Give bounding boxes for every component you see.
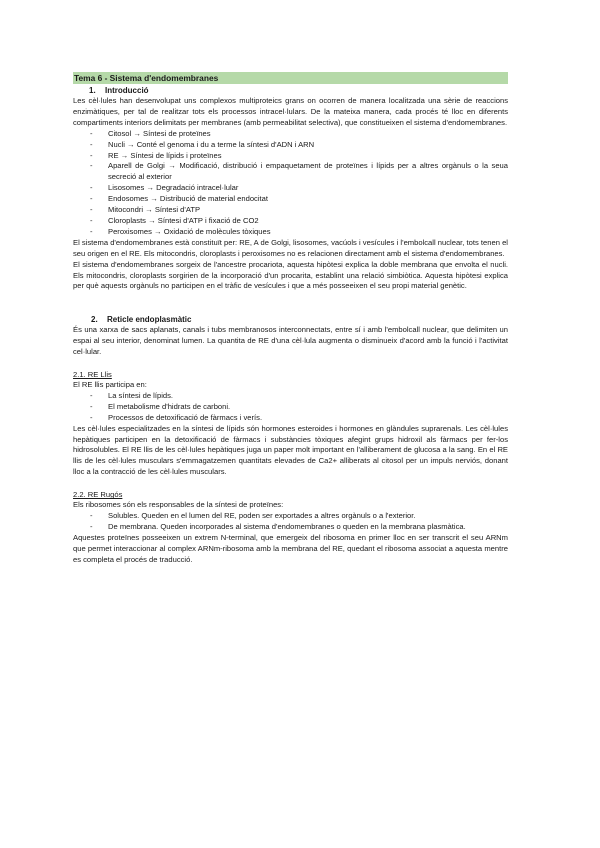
protein-types-list bbox=[73, 511, 508, 533]
section-1-paragraph-3: El sistema d'endomembranes sorgeix de l'ancestre procariota, aquesta hipòtesi explica la doble membrana que envolta el nucli. Els mitocondris, cloroplasts sorgirien de la incorporació d'un procarita, establint una relació simbiòtica. Aquesta hipòtesi explica per què aquests orgànuls no participen en el tràfic de vesícules i que a més posseeixen el seu propi material genètic. bbox=[73, 259, 508, 291]
subsection-2-2-body: Aquestes proteïnes posseeixen un extrem N-terminal, que emergeix del ribosoma en primer lloc en ser transcrit el seu ARNm que permet interaccionar al complex ARNm-ribosoma amb la membrana del RE, quedant el ribosoma associat a aquesta mentre es completa el procés de traducció. bbox=[73, 532, 508, 564]
list-item: - Solubles. Queden en el lumen del RE, poden ser exportades a altres orgànuls o a l'exterior. bbox=[73, 511, 508, 522]
document-body bbox=[73, 72, 508, 566]
section-2-heading bbox=[73, 314, 508, 325]
list-item: - Aparell de Golgi → Modificació, distribució i empaquetament de proteïnes i lípids per a altres orgànuls o la seua secreció al exterior bbox=[73, 161, 508, 183]
section-2-number: 2. bbox=[91, 315, 98, 325]
list-item: - La síntesi de lípids. bbox=[73, 391, 508, 402]
subsection-2-2-heading: 2.2. RE Rugós bbox=[73, 490, 123, 500]
list-item: - RE → Síntesi de lípids i proteïnes bbox=[73, 151, 508, 162]
list-item: - Nucli → Conté el genoma i du a terme la síntesi d'ADN i ARN bbox=[73, 140, 508, 151]
document-title: Tema 6 - Sistema d'endomembranes bbox=[73, 72, 508, 84]
organelle-function-list bbox=[73, 129, 508, 238]
subsection-2-1-lead: El RE llis participa en: bbox=[73, 380, 147, 390]
list-item: - Processos de detoxificació de fàrmacs i verís. bbox=[73, 413, 508, 424]
section-2-intro: És una xarxa de sacs aplanats, canals i tubs membranosos interconnectats, entre sí i amb l'embolcall nuclear, que delimiten un espai al seu interior, denominat lumen. La quantita de RE d'una cèl·lula augmenta o disminueix d'acord amb la funció i l'activitat cel·lular. bbox=[73, 325, 508, 357]
list-item: - Citosol → Síntesi de proteïnes bbox=[73, 129, 508, 140]
subsection-2-2-lead: Els ribosomes són els responsables de la síntesi de proteïnes: bbox=[73, 500, 284, 510]
section-2-title: Reticle endoplasmàtic bbox=[107, 315, 192, 325]
section-1-heading bbox=[73, 85, 508, 96]
list-item: - De membrana. Queden incorporades al sistema d'endomembranes o queden en la membrana plasmàtica. bbox=[73, 522, 508, 533]
list-item: - Cloroplasts → Síntesi d'ATP i fixació de CO2 bbox=[73, 216, 508, 227]
list-item: - Mitocondri → Síntesi d'ATP bbox=[73, 205, 508, 216]
section-1-number: 1. bbox=[89, 86, 96, 95]
subsection-2-1-heading: 2.1. RE Llis bbox=[73, 370, 112, 380]
list-item: - Lisosomes → Degradació intracel·lular bbox=[73, 183, 508, 194]
section-1-intro: Les cèl·lules han desenvolupat uns complexos multiproteics grans on ocorren de manera localitzada una sèrie de reaccions enzimàtiques, per tal de realitzar tots els processos intracel·lulars. De la mateixa manera, cada procés té lloc en diferents compartiments interiors delimitats per membranes (amb permeabilitat selectiva), que constitueixen el sistema d'endomembranes. bbox=[73, 96, 508, 127]
section-1-title: Introducció bbox=[105, 86, 149, 95]
subsection-2-1-body: Les cèl·lules especialitzades en la síntesi de lípids són hormones esteroides i hormones en glàndules suprarenals. Les cèl·lules hepàtiques participen en la detoxificació de fàrmacs i substàncies tòxiques afegint grups hidroxil als fàrmacs per fer-los hidrosolubles. El RE llis de les cèl·lules hepàtiques juga un paper molt important en l'alliberament de glucosa a la sang. En el RE llis de les cèl·lules musculars s'emmagatzemen quantitats elevades de Ca2+ alliberats al citosol per un impuls nerviós, donant lloc a la contracció de les cèl·lules musculars. bbox=[73, 423, 508, 477]
smooth-er-functions-list bbox=[73, 391, 508, 424]
list-item: - El metabolisme d'hidrats de carboni. bbox=[73, 402, 508, 413]
section-1-paragraph-2: El sistema d'endomembranes està constituït per: RE, A de Golgi, lisosomes, vacúols i vesícules i l'embolcall nuclear, tots tenen el seu origen en el RE. Els mitocondris, cloroplasts i peroxisomes no es relacionen directament amb el sistema d'endomembranes. bbox=[73, 237, 508, 258]
list-item: - Peroxisomes → Oxidació de molècules tòxiques bbox=[73, 227, 508, 238]
list-item: - Endosomes → Distribució de material endocitat bbox=[73, 194, 508, 205]
